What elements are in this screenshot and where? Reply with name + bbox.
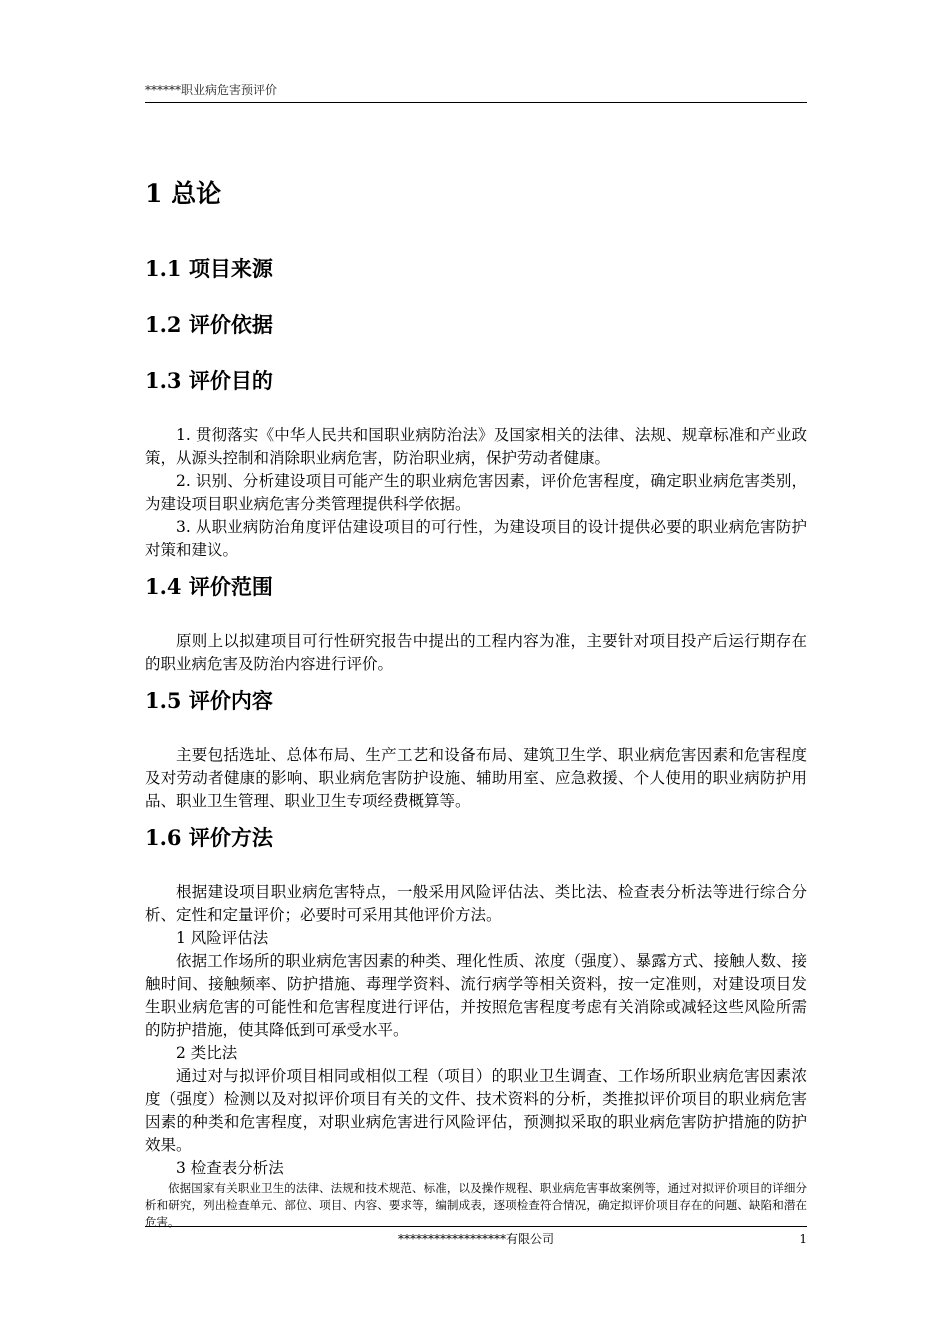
section-heading-1-1: 1.1 项目来源 (145, 256, 273, 281)
page-header (145, 80, 807, 103)
purpose-item-3: 3. 从职业病防治角度评估建设项目的可行性，为建设项目的设计提供必要的职业病危害防护对策和建议。 (145, 518, 807, 559)
page-number: 1 (799, 1232, 807, 1246)
method-1-text: 依据工作场所的职业病危害因素的种类、理化性质、浓度（强度）、暴露方式、接触人数、接触时间、接触频率、防护措施、毒理学资料、流行病学等相关资料，按一定准则，对建设项目发生职业病危害的可能性和危害程度进行评估，并按照危害程度考虑有关消除或减轻这些风险所需的防护措施，使其降低到可承受水平。 (145, 952, 807, 1039)
method-1-title: 1 风险评估法 (176, 929, 269, 947)
section-heading-1-4: 1.4 评价范围 (145, 574, 273, 599)
section-heading-1-6: 1.6 评价方法 (145, 825, 273, 850)
methods-intro: 根据建设项目职业病危害特点，一般采用风险评估法、类比法、检查表分析法等进行综合分析、定性和定量评价；必要时可采用其他评价方法。 (145, 883, 807, 924)
method-3-text: 依据国家有关职业卫生的法律、法规和技术规范、标准，以及操作规程、职业病危害事故案例等，通过对拟评价项目的详细分析和研究，列出检查单元、部位、项目、内容、要求等，编制成表，逐项检查符合情况，确定拟评价项目存在的问题、缺陷和潜在危害。 (145, 1181, 807, 1229)
method-2-text: 通过对与拟评价项目相同或相似工程（项目）的职业卫生调查、工作场所职业病危害因素浓度（强度）检测以及对拟评价项目有关的文件、技术资料的分析，类推拟评价项目的职业病危害因素的种类和危害程度，对职业病危害进行风险评估，预测拟采取的职业病危害防护措施的防护效果。 (145, 1067, 807, 1154)
chapter-title: 1 总论 (145, 179, 222, 208)
purpose-item-1: 1. 贯彻落实《中华人民共和国职业病防治法》及国家相关的法律、法规、规章标准和产业政策，从源头控制和消除职业病危害，防治职业病，保护劳动者健康。 (145, 426, 807, 467)
page-footer (145, 1226, 807, 1249)
scope-paragraph: 原则上以拟建项目可行性研究报告中提出的工程内容为准，主要针对项目投产后运行期存在的职业病危害及防治内容进行评价。 (145, 632, 807, 673)
section-heading-1-3: 1.3 评价目的 (145, 368, 273, 393)
section-heading-1-2: 1.2 评价依据 (145, 312, 273, 337)
section-heading-1-5: 1.5 评价内容 (145, 688, 273, 713)
content-paragraph: 主要包括选址、总体布局、生产工艺和设备布局、建筑卫生学、职业病危害因素和危害程度及对劳动者健康的影响、职业病危害防护设施、辅助用室、应急救援、个人使用的职业病防护用品、职业卫生管理、职业卫生专项经费概算等。 (145, 746, 807, 810)
method-3-title: 3 检查表分析法 (176, 1159, 284, 1177)
page-content (145, 170, 807, 1231)
header-text: ******职业病危害预评价 (145, 83, 278, 97)
purpose-item-2: 2. 识别、分析建设项目可能产生的职业病危害因素，评价危害程度，确定职业病危害类别，为建设项目职业病危害分类管理提供科学依据。 (145, 472, 807, 513)
method-2-title: 2 类比法 (176, 1044, 238, 1062)
footer-company: ******************有限公司 (397, 1232, 554, 1246)
